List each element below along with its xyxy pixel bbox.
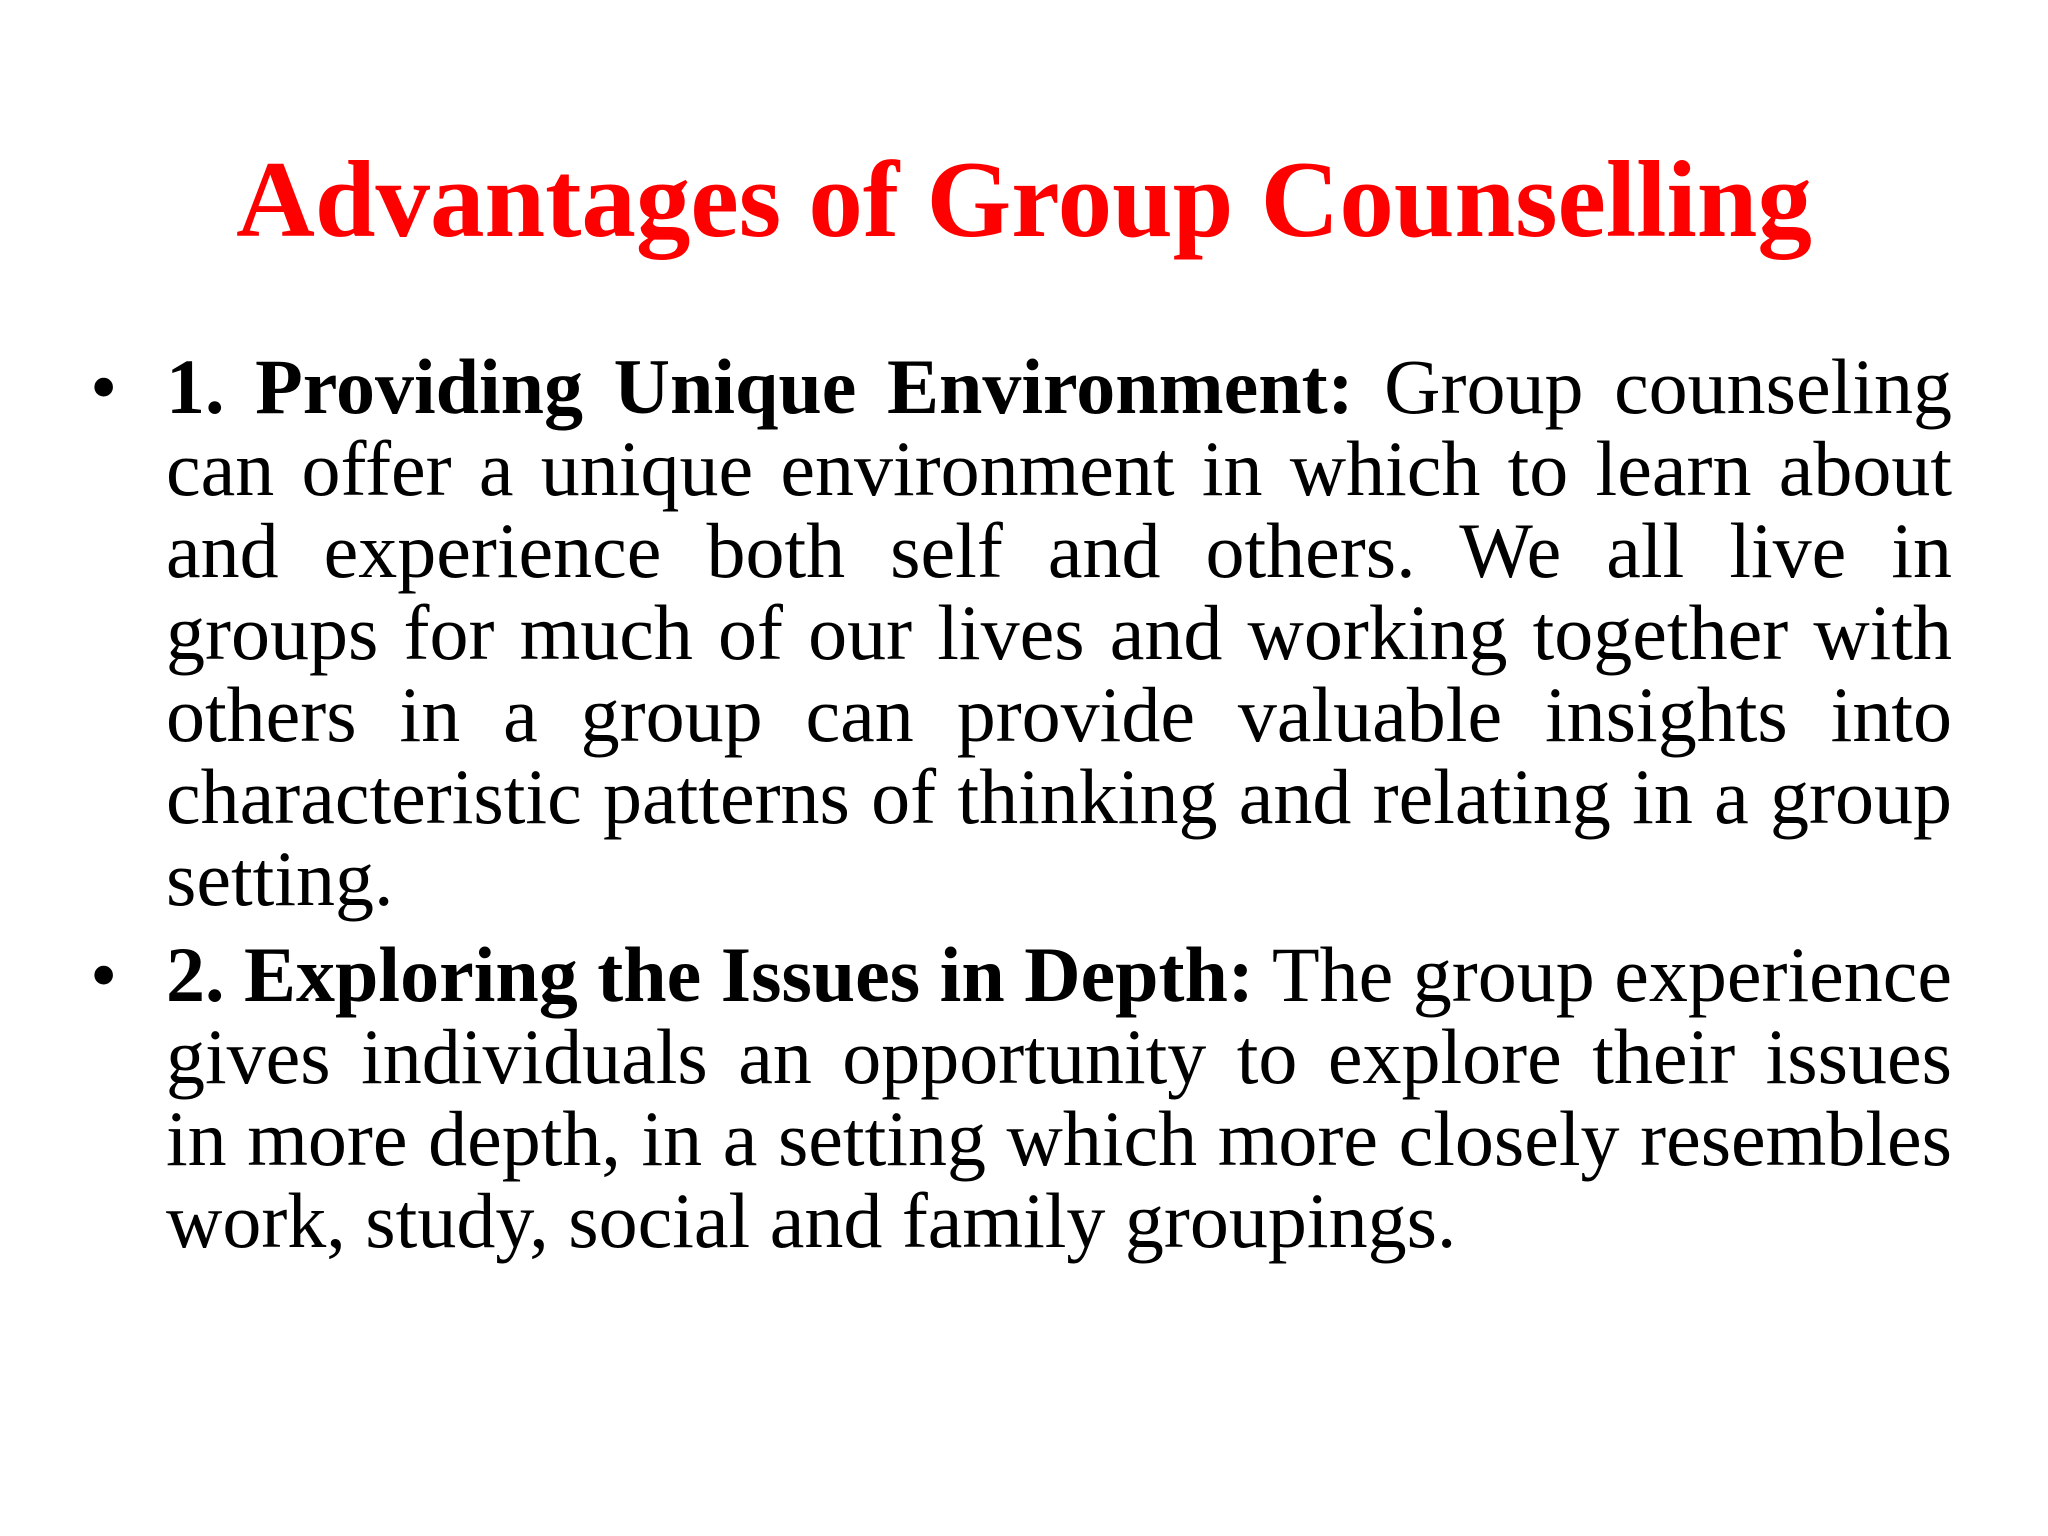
bullet-body: Group counseling can offer a unique environment in which to learn about and experience both self and others. We all live in groups for much of our lives and working together with others in a group can provide valuable insights into characteristic patterns of thinking and relating in a group setting. xyxy=(166,343,1952,922)
bullet-list xyxy=(90,343,1952,1276)
bullet-heading: 2. Exploring the Issues in Depth: xyxy=(166,931,1254,1018)
bullet-body: The group experience gives individuals an opportunity to explore their issues in more depth, in a setting which more closely resembles work, study, social and family groupings. xyxy=(166,931,1952,1264)
bullet-point-1 xyxy=(90,343,1952,922)
slide-title: Advantages of Group Counselling xyxy=(236,139,1812,260)
bullet-icon: • xyxy=(90,931,118,1018)
bullet-icon: • xyxy=(90,343,118,430)
bullet-heading: 1. Providing Unique Environment: xyxy=(166,343,1354,430)
bullet-point-2 xyxy=(90,931,1952,1264)
